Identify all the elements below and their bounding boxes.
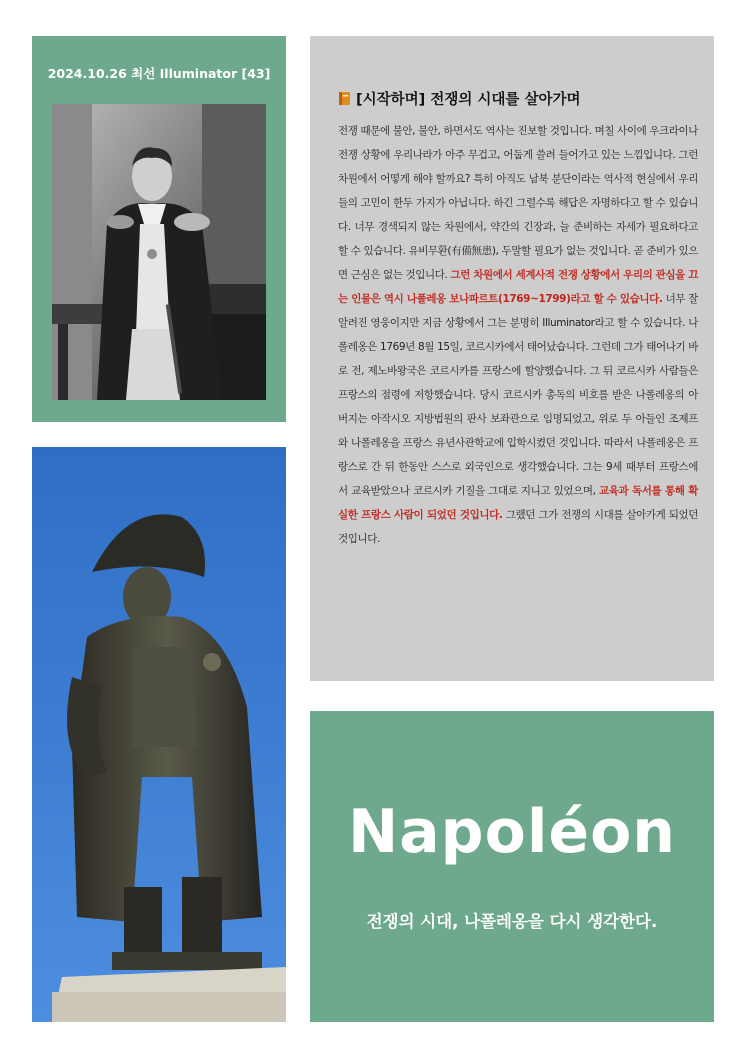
cover-title-panel bbox=[310, 711, 714, 1022]
paragraph-segment: 너무 잘 알려진 영웅이지만 지금 상황에서 그는 분명히 Illuminator라고 할 수 있습니다. 나폴레옹은 1769년 8월 15일, 코르시카에서 태어났습니다. 그런데 그가 태어나기 바로 전, 제노바왕국은 코르시카를 프랑스에 할양했습니다. 그 뒤 코르시카 사람들은 프랑스의 점령에 저항했습니다. 당시 코르시카 총독의 비호를 받은 나폴레옹의 아버지는 아작시오 지방법원의 판사 보좌관으로 임명되었고, 위로 두 아들인 조제프와 나폴레옹을 프랑스 유년사관학교에 입학시켰던 것입니다. 따라서 나폴레옹은 프랑스로 간 뒤 한동안 스스로 외국인으로 생각했습니다. 그는 9세 때부터 프랑스에서 교육받았으나 코르시카 기질을 그대로 지니고 있었으며, bbox=[338, 293, 698, 497]
paragraph-segment: 전쟁 때문에 불안, 불안, 하면서도 역사는 진보할 것입니다. 며칠 사이에 우크라이나 전쟁 상황에 우리나라가 아주 무겁고, 어둡게 쓸려 들어가고 있는 느낌입니다. 그런 차원에서 어떻게 해야 할까요? 특히 아직도 남북 분단이라는 역사적 현실에서 우리들의 고민이 한두 가지가 아닙니다. 하긴 그럴수록 해답은 자명하다고 할 수 있습니다. 너무 경색되지 않는 차원에서, 약간의 긴장과, 늘 준비하는 자세가 필요하다고 할 수 있습니다. 유비무환(有備無患), 두말할 필요가 없는 것입니다. 곧 준비가 있으면 근심은 없는 것입니다. bbox=[338, 125, 698, 281]
highlighted-segment: 그런 차원에서 세계사적 전쟁 상황에서 우리의 관심을 끄는 인물은 역시 나폴레옹 보나파르트(1769~1799)라고 할 수 있습니다. bbox=[338, 269, 698, 305]
highlighted-segment: 교육과 독서를 통해 확실한 프랑스 사람이 되었던 것입니다. bbox=[338, 485, 698, 521]
cover-title: Napoléon bbox=[347, 797, 677, 867]
paragraph-segment: 그랬던 그가 전쟁의 시대를 살아가게 되었던 것입니다. bbox=[338, 509, 698, 545]
article-panel bbox=[310, 36, 714, 681]
article-heading-text: [시작하며] 전쟁의 시대를 살아가며 bbox=[356, 92, 581, 108]
napoleon-portrait bbox=[52, 104, 266, 400]
article-heading bbox=[338, 88, 698, 110]
issue-date-label: 2024.10.26 최선 Illuminator [43] bbox=[47, 66, 271, 81]
article-body bbox=[338, 119, 698, 551]
cover-subtitle: 전쟁의 시대, 나폴레옹을 다시 생각한다. bbox=[366, 912, 658, 931]
statue-photo bbox=[32, 447, 286, 1022]
header-panel bbox=[32, 36, 286, 422]
book-icon bbox=[338, 91, 352, 110]
